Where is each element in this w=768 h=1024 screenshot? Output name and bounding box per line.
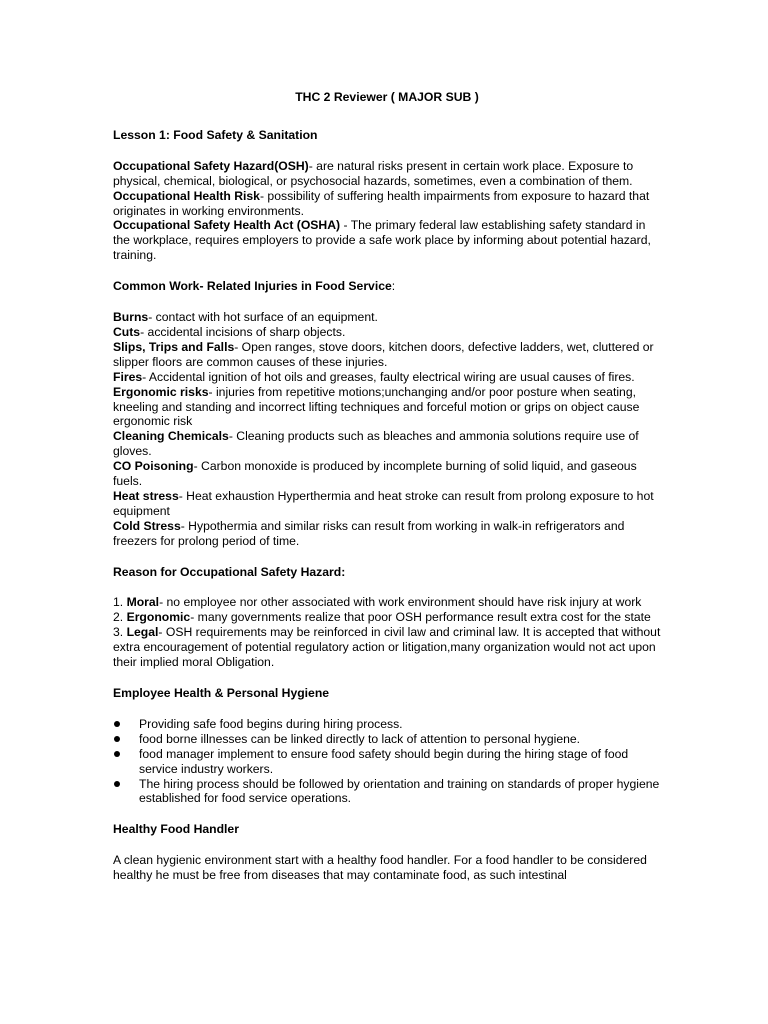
hygiene-heading: Employee Health & Personal Hygiene [113,686,330,700]
definition-text: - are natural risks present in certain work place. Exposure to physical, chemical, biological, or psychosocial hazards, sometimes, even a combination of them. [113,158,634,188]
injury-entry [113,429,661,459]
bullet-icon [114,721,120,727]
injury-term: Cleaning Chemicals [113,429,229,444]
injury-entry [113,519,661,549]
definition-text: - possibility of suffering health impairments from exposure to hazard that originates in working environments. [113,188,650,218]
handler-heading: Healthy Food Handler [113,822,239,837]
definition-text: - The primary federal law establishing safety standard in the workplace, requires employers to provide a safe work place by informing about potential hazard, training. [113,218,651,263]
list-item [113,777,661,807]
bullet-icon [114,781,120,787]
reason-entry [113,595,661,610]
reason-term: Legal [126,625,159,640]
definition-term: Occupational Safety Hazard(OSH) [113,158,309,173]
reason-number: 2. [113,610,127,625]
definition-entry [113,189,661,219]
injury-text: - Hypothermia and similar risks can result from working in walk-in refrigerators and freezers for prolong period of time. [113,518,625,548]
reason-term: Moral [126,595,160,610]
injury-text: - Open ranges, stove doors, kitchen doors, defective ladders, wet, cluttered or slipper floors are common causes of these injuries. [113,339,654,369]
bullet-icon [114,751,120,757]
definition-entry [113,159,661,189]
lesson-title: Lesson 1: Food Safety & Sanitation [113,127,318,142]
definition-entry [113,218,661,263]
injuries-heading [113,279,661,294]
definition-term: Occupational Safety Health Act (OSHA) [113,218,341,233]
injury-entry [113,385,661,430]
reason-term: Ergonomic [126,610,191,625]
list-item [113,717,661,732]
injury-term: CO Poisoning [113,459,194,474]
reason-text: - no employee nor other associated with work environment should have risk injury at work [159,595,642,610]
injury-text: - contact with hot surface of an equipment. [148,310,378,325]
handler-paragraph: A clean hygienic environment start with a healthy food handler. For a food handler to be considered healthy he must be free from diseases that may contaminate food, as such intestinal [113,853,647,883]
injury-term: Ergonomic risks [113,384,209,399]
injury-entry [113,370,661,385]
injuries-list [113,310,661,549]
injury-term: Fires [113,369,143,384]
document-title: THC 2 Reviewer ( MAJOR SUB ) [295,90,479,104]
injury-term: Cuts [113,324,141,339]
list-item [113,732,661,747]
hygiene-bullet-list [113,717,661,806]
reason-entry [113,610,661,625]
injury-text: - injuries from repetitive motions;unchanging and/or poor posture when seating, kneeling and standing and incorrect lifting techniques and forceful motion or grips on object cause ergonomic risk [113,384,640,429]
reason-entry [113,625,661,670]
injury-entry [113,340,661,370]
injuries-heading-colon: : [391,279,396,294]
reason-text: - many governments realize that poor OSH performance result extra cost for the state [190,610,651,625]
injury-text: - Carbon monoxide is produced by incomplete burning of solid liquid, and gaseous fuels. [113,459,637,489]
list-item-text: food borne illnesses can be linked directly to lack of attention to personal hygiene. [139,731,581,746]
injury-term: Slips, Trips and Falls [113,339,235,354]
injury-text: - accidental incisions of sharp objects. [140,324,346,339]
reason-text: - OSH requirements may be reinforced in civil law and criminal law. It is accepted that without extra encouragement of potential regulatory action or litigation,many organization would not act upon their implied moral Obligation. [113,625,661,670]
list-item-text: food manager implement to ensure food safety should begin during the hiring stage of food service industry workers. [139,746,629,776]
injury-text: - Cleaning products such as bleaches and ammonia solutions require use of gloves. [113,429,639,459]
injury-term: Heat stress [113,488,179,503]
document-page [113,90,661,899]
injury-entry [113,489,661,519]
list-item [113,747,661,777]
reasons-list [113,595,661,670]
injury-entry [113,325,661,340]
reason-number: 1. [113,595,127,610]
reasons-heading: Reason for Occupational Safety Hazard: [113,564,346,579]
injury-entry [113,310,661,325]
injury-term: Cold Stress [113,518,181,533]
injuries-heading-bold: Common Work- Related Injuries in Food Service [113,279,392,294]
definition-term: Occupational Health Risk [113,188,260,203]
injury-entry [113,459,661,489]
injury-text: - Heat exhaustion Hyperthermia and heat stroke can result from prolong exposure to hot equipment [113,488,654,518]
injury-text: - Accidental ignition of hot oils and greases, faulty electrical wiring are usual causes of fires. [142,369,635,384]
definitions-section [113,159,661,263]
reason-number: 3. [113,625,127,640]
bullet-icon [114,736,120,742]
list-item-text: Providing safe food begins during hiring process. [139,716,403,731]
list-item-text: The hiring process should be followed by orientation and training on standards of proper hygiene established for food service operations. [139,776,660,806]
injury-term: Burns [113,310,149,325]
